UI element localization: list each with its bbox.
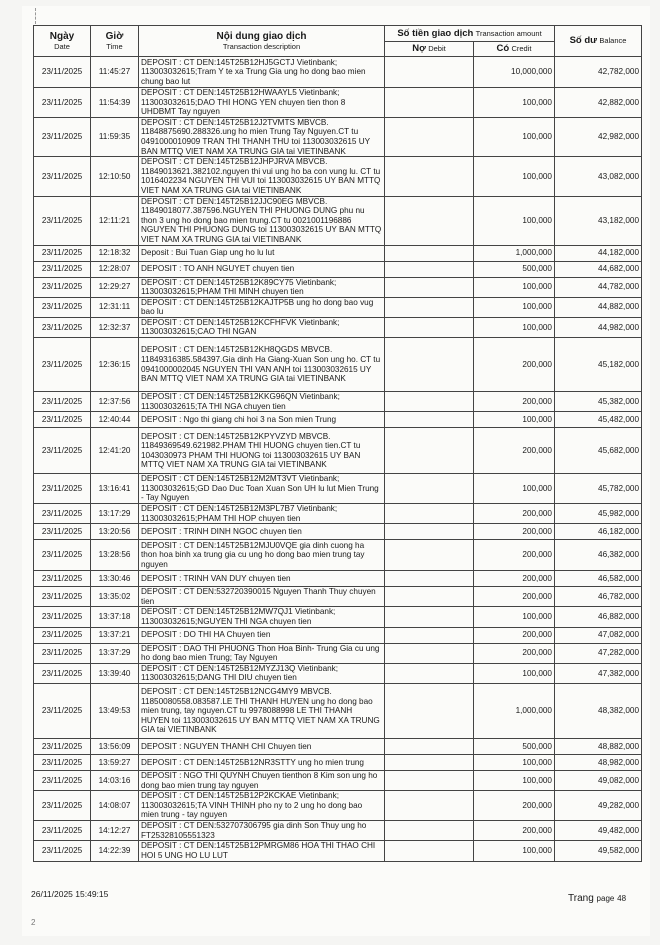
row-balance: 44,182,000 <box>555 245 642 261</box>
row-credit: 200,000 <box>474 392 555 412</box>
table-row <box>34 540 642 571</box>
row-debit <box>385 643 474 663</box>
row-time: 13:37:29 <box>91 643 139 663</box>
row-debit <box>385 504 474 524</box>
row-description: DEPOSIT : CT DEN:145T25B12PMRGM86 HOA THI THAO CHI HOI 5 UNG HO LU LUT <box>139 841 385 861</box>
row-credit: 100,000 <box>474 88 555 118</box>
row-date: 23/11/2025 <box>34 428 91 474</box>
row-debit <box>385 392 474 412</box>
row-balance: 43,082,000 <box>555 157 642 196</box>
row-date: 23/11/2025 <box>34 770 91 790</box>
row-time: 12:29:27 <box>91 277 139 297</box>
row-balance: 49,582,000 <box>555 841 642 861</box>
row-description: DEPOSIT : TRINH DINH NGOC chuyen tien <box>139 524 385 540</box>
row-date: 23/11/2025 <box>34 754 91 770</box>
row-debit <box>385 738 474 754</box>
row-description: DEPOSIT : Ngo thi giang chi hoi 3 na Son mien Trung <box>139 412 385 428</box>
row-credit: 200,000 <box>474 540 555 571</box>
row-credit: 100,000 <box>474 157 555 196</box>
row-debit <box>385 261 474 277</box>
row-balance: 46,882,000 <box>555 607 642 627</box>
row-credit: 200,000 <box>474 504 555 524</box>
row-description: DEPOSIT : CT DEN:145T25B12K89CY75 Vietinbank; 113003032615;PHAM THI MINH chuyen tien <box>139 277 385 297</box>
page-label: Trang <box>568 893 594 904</box>
row-debit <box>385 196 474 245</box>
row-debit <box>385 297 474 317</box>
table-row <box>34 412 642 428</box>
row-description: DEPOSIT : TRINH VAN DUY chuyen tien <box>139 571 385 587</box>
row-description: DEPOSIT : DO THI HA Chuyen tien <box>139 627 385 643</box>
printed-timestamp: 26/11/2025 15:49:15 <box>31 889 109 899</box>
row-time: 11:45:27 <box>91 57 139 88</box>
row-date: 23/11/2025 <box>34 317 91 337</box>
row-description: DEPOSIT : CT DEN:532707306795 gia dinh Son Thuy ung ho FT25328105551323 <box>139 821 385 841</box>
row-balance: 49,282,000 <box>555 791 642 821</box>
row-balance: 44,882,000 <box>555 297 642 317</box>
row-time: 12:32:37 <box>91 317 139 337</box>
row-credit: 100,000 <box>474 196 555 245</box>
row-time: 13:30:46 <box>91 571 139 587</box>
table-header <box>34 26 642 57</box>
row-balance: 45,482,000 <box>555 412 642 428</box>
row-time: 13:17:29 <box>91 504 139 524</box>
row-description: DEPOSIT : CT DEN:145T25B12JHPJRVA MBVCB. 11849013621.382102.nguyen thi vui ung ho ba con vung lu. CT tu 1016402234 NGUYEN THI VUI toi 113003032615 UY BAN MTTQ VIET NAM XA TRUNG GIA tai VIETINBANK <box>139 157 385 196</box>
table-row <box>34 504 642 524</box>
row-balance: 46,182,000 <box>555 524 642 540</box>
row-time: 12:36:15 <box>91 338 139 392</box>
row-time: 13:16:41 <box>91 474 139 504</box>
row-debit <box>385 338 474 392</box>
row-date: 23/11/2025 <box>34 524 91 540</box>
row-time: 14:12:27 <box>91 821 139 841</box>
row-time: 13:20:56 <box>91 524 139 540</box>
row-credit: 1,000,000 <box>474 245 555 261</box>
row-debit <box>385 607 474 627</box>
table-row <box>34 770 642 790</box>
row-time: 13:56:09 <box>91 738 139 754</box>
row-description: DEPOSIT : CT DEN:145T25B12NR3STTY ung ho mien trung <box>139 754 385 770</box>
table-row <box>34 245 642 261</box>
row-debit <box>385 540 474 571</box>
table-row <box>34 524 642 540</box>
row-credit: 100,000 <box>474 317 555 337</box>
description-header: Nội dung giao dịch Transaction description <box>139 26 385 57</box>
row-debit <box>385 587 474 607</box>
row-description: DEPOSIT : CT DEN:532720390015 Nguyen Thanh Thuy chuyen tien <box>139 587 385 607</box>
row-credit: 200,000 <box>474 428 555 474</box>
row-balance: 45,682,000 <box>555 428 642 474</box>
row-credit: 200,000 <box>474 587 555 607</box>
row-balance: 47,082,000 <box>555 627 642 643</box>
row-description: Deposit : Bui Tuan Giap ung ho lu lut <box>139 245 385 261</box>
row-debit <box>385 770 474 790</box>
row-balance: 48,882,000 <box>555 738 642 754</box>
row-date: 23/11/2025 <box>34 643 91 663</box>
row-balance: 42,982,000 <box>555 117 642 156</box>
row-time: 14:22:39 <box>91 841 139 861</box>
table-row <box>34 297 642 317</box>
row-time: 13:37:21 <box>91 627 139 643</box>
transaction-table <box>33 25 642 862</box>
row-time: 13:59:27 <box>91 754 139 770</box>
row-debit <box>385 157 474 196</box>
row-balance: 48,982,000 <box>555 754 642 770</box>
row-description: DEPOSIT : CT DEN:145T25B12J2TVMTS MBVCB. 11848875690.288326.ung ho mien Trung Tay Nguyen.CT tu 0491000010909 TRAN THI THANH THU toi 113003032615 UY BAN MTTQ VIET NAM XA TRUNG GIA tai VIETINBANK <box>139 117 385 156</box>
row-debit <box>385 791 474 821</box>
row-date: 23/11/2025 <box>34 504 91 524</box>
row-debit <box>385 821 474 841</box>
row-description: DEPOSIT : CT DEN:145T25B12HJ5GCTJ Vietinbank; 113003032615;Tram Y te xa Trung Gia ung ho dong bao mien chung bao lut <box>139 57 385 88</box>
row-time: 12:41:20 <box>91 428 139 474</box>
row-date: 23/11/2025 <box>34 261 91 277</box>
row-balance: 46,582,000 <box>555 571 642 587</box>
row-time: 13:49:53 <box>91 683 139 738</box>
row-description: DEPOSIT : CT DEN:145T25B12MYZJ13Q Vietinbank; 113003032615;DANG THI DIU chuyen tien <box>139 663 385 683</box>
row-credit: 100,000 <box>474 474 555 504</box>
row-description: DEPOSIT : NGO THI QUYNH Chuyen tienthon 8 Kim son ung ho dong bao mien trung tay nguyen <box>139 770 385 790</box>
row-debit <box>385 57 474 88</box>
row-time: 12:31:11 <box>91 297 139 317</box>
row-balance: 47,282,000 <box>555 643 642 663</box>
row-debit <box>385 428 474 474</box>
table-row <box>34 474 642 504</box>
table-row <box>34 663 642 683</box>
row-credit: 100,000 <box>474 754 555 770</box>
table-row <box>34 791 642 821</box>
row-debit <box>385 277 474 297</box>
row-date: 23/11/2025 <box>34 587 91 607</box>
row-description: DEPOSIT : CT DEN:145T25B12KH8QGDS MBVCB. 11849316385.584397.Gia dinh Ha Giang-Xuan Son ung ho. CT tu 0941000002045 NGUYEN THI VAN ANH toi 113003032615 UY BAN MTTQ VIET NAM XA TRUNG GIA tai VIETINBANK <box>139 338 385 392</box>
row-balance: 46,782,000 <box>555 587 642 607</box>
table-row <box>34 428 642 474</box>
table-row <box>34 338 642 392</box>
row-debit <box>385 627 474 643</box>
row-credit: 200,000 <box>474 571 555 587</box>
scan-mark <box>35 8 38 24</box>
row-description: DEPOSIT : CT DEN:145T25B12M2MT3VT Vietinbank; 113003032615;GD Dao Duc Toan Xuan Son UH lu lut Mien Trung - Tay Nguyen <box>139 474 385 504</box>
row-time: 14:08:07 <box>91 791 139 821</box>
row-date: 23/11/2025 <box>34 683 91 738</box>
row-date: 23/11/2025 <box>34 841 91 861</box>
row-description: DEPOSIT : CT DEN:145T25B12KAJTP5B ung ho dong bao vug bao lu <box>139 297 385 317</box>
page-label-en: page <box>596 894 615 903</box>
row-time: 11:54:39 <box>91 88 139 118</box>
row-time: 12:11:21 <box>91 196 139 245</box>
row-debit <box>385 117 474 156</box>
row-debit <box>385 841 474 861</box>
row-credit: 200,000 <box>474 338 555 392</box>
table-row <box>34 607 642 627</box>
table-row <box>34 196 642 245</box>
credit-header: Có Credit <box>474 42 555 57</box>
row-date: 23/11/2025 <box>34 117 91 156</box>
row-credit: 10,000,000 <box>474 57 555 88</box>
row-description: DEPOSIT : NGUYEN THANH CHI Chuyen tien <box>139 738 385 754</box>
row-description: DEPOSIT : CT DEN:145T25B12KPYVZYD MBVCB. 11849369549.621982.PHAM THI HUONG chuyen tien.CT tu 1043030973 PHAM THI HUONG toi 113003032615 UY BAN MTTQ VIET NAM XA TRUNG GIA tai VIETINBANK <box>139 428 385 474</box>
row-credit: 100,000 <box>474 412 555 428</box>
row-description: DEPOSIT : CT DEN:145T25B12MJU0VQE gia dinh cuong ha thon hoa binh xa trung gia cu ung ho dong bao mien trung tay nguyen <box>139 540 385 571</box>
table-row <box>34 683 642 738</box>
row-debit <box>385 245 474 261</box>
table-row <box>34 841 642 861</box>
page-indicator <box>568 893 626 904</box>
table-row <box>34 571 642 587</box>
row-description: DEPOSIT : CT DEN:145T25B12HWAAYL5 Vietinbank; 113003032615;DAO THI HONG YEN chuyen tien thon 8 UHDBMT Tay nguyen <box>139 88 385 118</box>
row-debit <box>385 412 474 428</box>
row-time: 11:59:35 <box>91 117 139 156</box>
row-date: 23/11/2025 <box>34 412 91 428</box>
table-row <box>34 277 642 297</box>
row-debit <box>385 683 474 738</box>
row-balance: 42,882,000 <box>555 88 642 118</box>
table-row <box>34 57 642 88</box>
row-balance: 42,782,000 <box>555 57 642 88</box>
row-date: 23/11/2025 <box>34 571 91 587</box>
row-date: 23/11/2025 <box>34 607 91 627</box>
amount-header: Số tiền giao dịch Transaction amount <box>385 26 555 42</box>
row-date: 23/11/2025 <box>34 157 91 196</box>
row-time: 12:18:32 <box>91 245 139 261</box>
row-credit: 500,000 <box>474 261 555 277</box>
time-header: Giờ Time <box>91 26 139 57</box>
row-time: 12:28:07 <box>91 261 139 277</box>
row-time: 12:37:56 <box>91 392 139 412</box>
row-date: 23/11/2025 <box>34 474 91 504</box>
row-balance: 49,482,000 <box>555 821 642 841</box>
row-time: 13:35:02 <box>91 587 139 607</box>
row-credit: 1,000,000 <box>474 683 555 738</box>
row-date: 23/11/2025 <box>34 57 91 88</box>
row-description: DEPOSIT : CT DEN:145T25B12JJC90EG MBVCB. 11849018077.387596.NGUYEN THI PHUONG DUNG phu nu thon 3 ung ho dong bao mien trung.CT tu 0021001196886 NGUYEN THI PHUONG DUNG toi 113003032615 UY BAN MTTQ VIET NAM XA TRUNG GIA tai VIETINBANK <box>139 196 385 245</box>
page-number: 48 <box>617 894 627 903</box>
row-balance: 49,082,000 <box>555 770 642 790</box>
row-credit: 200,000 <box>474 821 555 841</box>
table-row <box>34 392 642 412</box>
row-date: 23/11/2025 <box>34 88 91 118</box>
row-debit <box>385 524 474 540</box>
row-credit: 100,000 <box>474 117 555 156</box>
row-time: 13:37:18 <box>91 607 139 627</box>
row-balance: 44,682,000 <box>555 261 642 277</box>
row-debit <box>385 317 474 337</box>
balance-header: Số dư Balance <box>555 26 642 57</box>
row-balance: 44,982,000 <box>555 317 642 337</box>
row-date: 23/11/2025 <box>34 196 91 245</box>
row-credit: 100,000 <box>474 607 555 627</box>
row-description: DEPOSIT : DAO THI PHUONG Thon Hoa Binh- Trung Gia cu ung ho dong bao mien Trung; Tay Nguyen <box>139 643 385 663</box>
table-row <box>34 587 642 607</box>
table-row <box>34 117 642 156</box>
row-date: 23/11/2025 <box>34 738 91 754</box>
row-time: 12:10:50 <box>91 157 139 196</box>
row-credit: 100,000 <box>474 770 555 790</box>
row-credit: 100,000 <box>474 277 555 297</box>
row-balance: 45,782,000 <box>555 474 642 504</box>
table-row <box>34 643 642 663</box>
table-row <box>34 738 642 754</box>
row-time: 14:03:16 <box>91 770 139 790</box>
row-date: 23/11/2025 <box>34 245 91 261</box>
row-date: 23/11/2025 <box>34 627 91 643</box>
table-row <box>34 157 642 196</box>
table-row <box>34 754 642 770</box>
table-row <box>34 821 642 841</box>
row-description: DEPOSIT : CT DEN:145T25B12NCG4MY9 MBVCB. 11850080558.083587.LE THI THANH HUYEN ung ho dong bao mien trung, tay nguyen.CT tu 9978088998 LE THI THANH HUYEN toi 113003032615 UY BAN MTTQ VIET NAM XA TRUNG GIA tai VIETINBANK <box>139 683 385 738</box>
row-description: DEPOSIT : CT DEN:145T25B12KCFHFVK Vietinbank; 113003032615;CAO THI NGAN <box>139 317 385 337</box>
row-credit: 100,000 <box>474 297 555 317</box>
row-date: 23/11/2025 <box>34 277 91 297</box>
row-date: 23/11/2025 <box>34 338 91 392</box>
row-date: 23/11/2025 <box>34 791 91 821</box>
row-credit: 100,000 <box>474 663 555 683</box>
date-header: Ngày Date <box>34 26 91 57</box>
row-time: 12:40:44 <box>91 412 139 428</box>
row-debit <box>385 88 474 118</box>
row-balance: 43,182,000 <box>555 196 642 245</box>
row-debit <box>385 474 474 504</box>
row-credit: 500,000 <box>474 738 555 754</box>
row-date: 23/11/2025 <box>34 540 91 571</box>
row-credit: 200,000 <box>474 791 555 821</box>
row-balance: 45,382,000 <box>555 392 642 412</box>
row-debit <box>385 571 474 587</box>
row-credit: 200,000 <box>474 524 555 540</box>
row-credit: 200,000 <box>474 627 555 643</box>
row-date: 23/11/2025 <box>34 821 91 841</box>
row-date: 23/11/2025 <box>34 297 91 317</box>
transaction-rows <box>34 57 642 862</box>
table-row <box>34 317 642 337</box>
row-description: DEPOSIT : CT DEN:145T25B12MW7QJ1 Vietinbank; 113003032615;NGUYEN THI NGA chuyen tien <box>139 607 385 627</box>
row-description: DEPOSIT : CT DEN:145T25B12M3PL7B7 Vietinbank; 113003032615;PHAM THI HOP chuyen tien <box>139 504 385 524</box>
row-description: DEPOSIT : CT DEN:145T25B12KKG96QN Vietinbank; 113003032615;TA THI NGA chuyen tien <box>139 392 385 412</box>
debit-header: Nợ Debit <box>385 42 474 57</box>
row-balance: 45,182,000 <box>555 338 642 392</box>
row-balance: 46,382,000 <box>555 540 642 571</box>
row-description: DEPOSIT : CT DEN:145T25B12P2KCKAE Vietinbank; 113003032615;TA VINH THINH pho ny to 2 ung ho dong bao mien trung - tay nguyen <box>139 791 385 821</box>
table-row <box>34 627 642 643</box>
row-debit <box>385 754 474 770</box>
row-credit: 200,000 <box>474 643 555 663</box>
row-time: 13:39:40 <box>91 663 139 683</box>
row-balance: 44,782,000 <box>555 277 642 297</box>
row-time: 13:28:56 <box>91 540 139 571</box>
row-debit <box>385 663 474 683</box>
table-row <box>34 88 642 118</box>
row-description: DEPOSIT : TO ANH NGUYET chuyen tien <box>139 261 385 277</box>
row-balance: 45,982,000 <box>555 504 642 524</box>
scan-mark-bottom: 2 <box>31 918 36 927</box>
table-row <box>34 261 642 277</box>
row-balance: 48,382,000 <box>555 683 642 738</box>
row-date: 23/11/2025 <box>34 663 91 683</box>
row-balance: 47,382,000 <box>555 663 642 683</box>
row-date: 23/11/2025 <box>34 392 91 412</box>
row-credit: 100,000 <box>474 841 555 861</box>
